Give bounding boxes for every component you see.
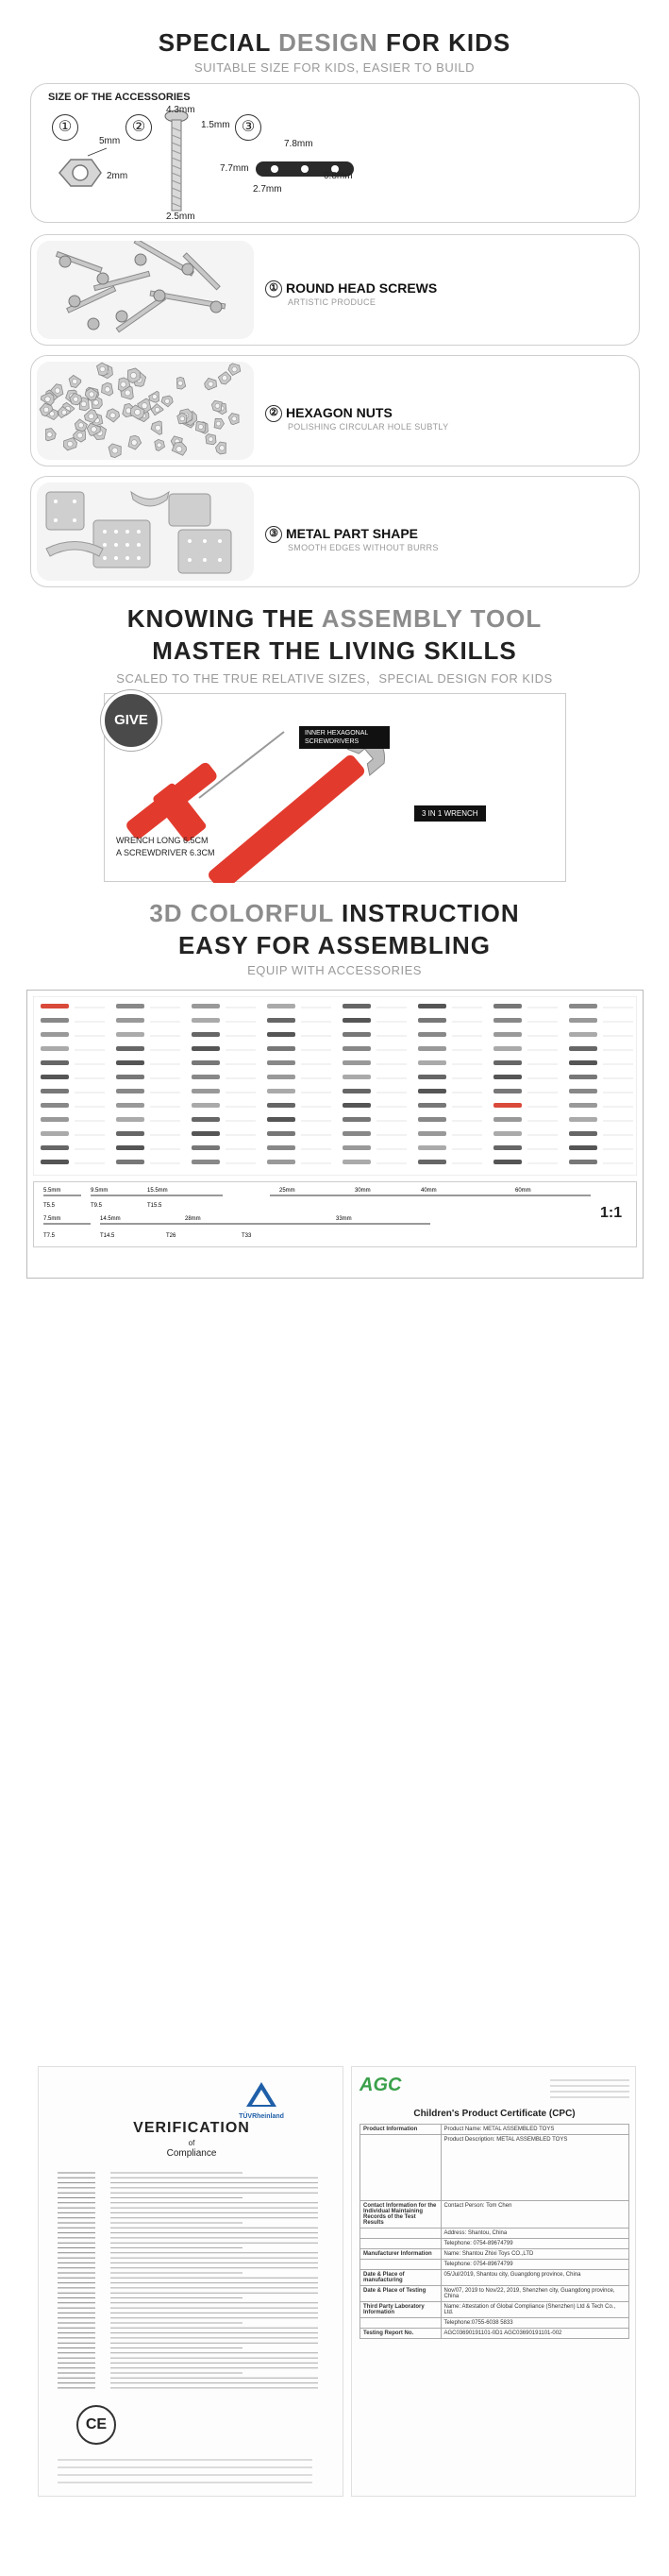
part-thumbnail [569,1089,597,1093]
part-thumbnail [267,1103,295,1108]
cpc-title: Children's Product Certificate (CPC) [413,2109,576,2119]
cpc-row-value: 05/Jul/2019, Shantou city, Guangdong province, China [441,2270,629,2286]
part-thumbnail [569,1004,597,1008]
cpc-row [360,2302,629,2318]
part-thumbnail [569,1046,597,1051]
nut-hole [198,424,203,429]
nut-hole [215,403,220,408]
scale-label: T15.5 [147,1203,162,1209]
cpc-row-value: Telephone:0755-6038 5833 [441,2318,629,2329]
part-thumbnail [116,1160,144,1164]
part-thumbnail [343,1060,371,1065]
part-thumbnail [569,1060,597,1065]
metal-parts-number: ③ [265,526,282,543]
scale-label: 30mm [355,1188,371,1194]
part-thumbnail [343,1103,371,1108]
part-thumbnail [116,1117,144,1122]
part-thumbnail [418,1004,446,1008]
section3-title-line1 [0,899,669,928]
scale-strip [33,1181,637,1247]
cpc-table-wrap [360,2124,629,2339]
scale-label: 33mm [336,1216,352,1222]
nut-hole [165,398,170,403]
part-thumbnail [41,1145,69,1150]
metal-parts-image [37,483,254,581]
cpc-table [360,2124,629,2339]
part-thumbnail [192,1160,220,1164]
cpc-row [360,2229,629,2239]
nut-hole [45,397,51,402]
section3-subtitle: EQUIP WITH ACCESSORIES [247,963,422,977]
scale-label: T7.5 [43,1233,56,1239]
cpc-row [360,2239,629,2249]
nut-hole [43,407,49,413]
cpc-certificate-doc [351,2066,636,2497]
title-part: FOR KIDS [377,28,511,57]
part-thumbnail [493,1060,522,1065]
screws-photo [37,241,254,339]
part-thumbnail [267,1018,295,1023]
nuts-label [265,405,448,432]
nut-hole [220,446,225,450]
part-thumbnail [493,1117,522,1122]
screw-shank-dim: 2.5mm [166,212,195,222]
part-thumbnail [493,1004,522,1008]
part-thumbnail [493,1160,522,1164]
screws-title: ROUND HEAD SCREWS [286,280,438,296]
metal-parts-card [30,476,640,587]
accessories-card [30,83,640,223]
scale-label: 7.5mm [43,1216,61,1222]
nut-hole [176,446,182,451]
nut-hole [67,441,73,447]
nuts-subtitle: POLISHING CIRCULAR HOLE SUBTLY [288,422,449,432]
part-thumbnail [418,1060,446,1065]
ce-mark: CE [76,2405,116,2445]
cpc-row-label: Date & Place of Testing [360,2286,442,2302]
section2-subtitle: SCALED TO THE TRUE RELATIVE SIZES，SPECIAL DESIGN FOR KIDS [116,671,553,686]
part-thumbnail [192,1046,220,1051]
part-thumbnail [267,1032,295,1037]
title-part: INSTRUCTION [333,899,520,927]
cpc-row-value: Contact Person: Tom Chen [441,2201,629,2229]
section1-subtitle: SUITABLE SIZE FOR KIDS, EASIER TO BUILD [194,60,475,75]
part-thumbnail [116,1032,144,1037]
nuts-number: ② [265,405,282,422]
nut-hole [155,425,160,431]
part-thumbnail [418,1160,446,1164]
screws-number: ① [265,280,282,297]
part-thumbnail [343,1089,371,1093]
instruction-sheet [26,990,644,1279]
screws-subtitle: ARTISTIC PRODUCE [288,297,376,308]
cpc-row-label: Contact Information for the Individual Maintaining Records of the Test Results [360,2201,442,2229]
metal-parts-subtitle: SMOOTH EDGES WITHOUT BURRS [288,543,439,553]
title-accent: ASSEMBLY TOOL [321,604,543,633]
part-thumbnail [493,1046,522,1051]
nut-hole [232,416,237,421]
plate-width-dim: 7.7mm [220,163,249,174]
section2-title-line2: MASTER THE LIVING SKILLS [152,636,517,665]
nut-hole [100,366,106,372]
verification-title: VERIFICATION [133,2120,250,2136]
cpc-row-label [360,2229,442,2239]
nut-hole [130,372,136,378]
verification-compliance: Compliance [166,2148,217,2159]
cpc-row-label [360,2260,442,2270]
nut-hole [125,390,130,396]
part-thumbnail [116,1004,144,1008]
scale-label: 15.5mm [147,1188,168,1194]
scale-label: 9.5mm [91,1188,109,1194]
accessory-number-1: ① [52,114,78,141]
nut-hole [47,432,52,436]
parts-grid [33,996,637,1176]
nut-hole [105,387,110,393]
part-thumbnail [569,1160,597,1164]
part-thumbnail [569,1131,597,1136]
metal-parts-photo [37,483,254,581]
cpc-row-value: Telephone: 0754-89674799 [441,2260,629,2270]
part-thumbnail [418,1089,446,1093]
part-thumbnail [116,1089,144,1093]
nuts-label-title [265,405,448,422]
cpc-row-label [360,2239,442,2249]
part-thumbnail [267,1046,295,1051]
nuts-card [30,355,640,466]
scale-label: T26 [166,1233,176,1239]
part-thumbnail [116,1145,144,1150]
cpc-row-label: Date & Place of manufacturing [360,2270,442,2286]
part-thumbnail [343,1160,371,1164]
screw-head-height-dim: 1.5mm [201,120,230,130]
cpc-row-label [360,2135,442,2201]
part-thumbnail [493,1075,522,1079]
part-thumbnail [267,1117,295,1122]
part-thumbnail [418,1131,446,1136]
title-accent: DESIGN [278,28,378,57]
part-thumbnail [192,1004,220,1008]
section3-title-line2: EASY FOR ASSEMBLING [177,931,492,959]
part-thumbnail [192,1018,220,1023]
metal-parts-label [265,526,439,552]
part-thumbnail [192,1103,220,1108]
part-thumbnail [192,1060,220,1065]
part-thumbnail [192,1145,220,1150]
part-thumbnail [493,1131,522,1136]
nut-hole [209,381,213,386]
accessory-number-2: ② [125,114,152,141]
part-thumbnail [41,1117,69,1122]
part-thumbnail [192,1089,220,1093]
cpc-row-label: Manufacturer Information [360,2249,442,2260]
tuv-triangle-icon [244,2080,278,2109]
cpc-row-value: AGC03690191101-0D1 AGC03690191101-002 [441,2329,629,2339]
nut-thickness-dim: 2mm [107,171,128,181]
nut-hole [152,395,157,399]
nut-hole [180,416,185,421]
nut-hole [157,443,161,448]
cpc-row-value: Address: Shantou, China [441,2229,629,2239]
part-thumbnail [343,1131,371,1136]
verification-body [58,2169,326,2396]
cpc-row [360,2201,629,2229]
scale-ruler [34,1182,638,1248]
nut-hole [142,403,147,409]
part-thumbnail [116,1046,144,1051]
nut-hole [209,437,213,442]
scale-label: 60mm [515,1188,531,1194]
nut-width-dim: 5mm [99,136,121,146]
cpc-row [360,2286,629,2302]
screws-label [265,280,437,307]
part-thumbnail [493,1032,522,1037]
cpc-row [360,2318,629,2329]
cpc-row [360,2270,629,2286]
part-thumbnail [267,1131,295,1136]
section2-title-line1 [0,604,669,634]
part-thumbnail [41,1004,69,1008]
nut-hole [232,367,237,372]
part-thumbnail [41,1018,69,1023]
scale-label: 14.5mm [100,1216,121,1222]
scale-ratio: 1:1 [600,1205,623,1221]
part-thumbnail [418,1075,446,1079]
part-thumbnail [493,1103,522,1108]
tuv-badge-text: TÜVRheinland [239,2113,284,2120]
cpc-row [360,2125,629,2135]
part-thumbnail [569,1075,597,1079]
part-thumbnail [493,1145,522,1150]
screw-head-dim: 4.3mm [166,105,195,115]
part-thumbnail [192,1075,220,1079]
part-thumbnail [569,1117,597,1122]
part-thumbnail [267,1075,295,1079]
scale-label: T5.5 [43,1203,56,1209]
part-thumbnail [116,1075,144,1079]
metal-parts-label-title [265,526,439,543]
nut-hole [216,421,221,426]
part-thumbnail [116,1018,144,1023]
part-thumbnail [192,1117,220,1122]
wrench-length-caption: WRENCH LONG 6.5CM [116,836,209,845]
scale-label: T14.5 [100,1233,115,1239]
part-thumbnail [267,1145,295,1150]
part-thumbnail [418,1046,446,1051]
part-thumbnail [192,1131,220,1136]
scale-label: 5.5mm [43,1188,61,1194]
screws-image [37,241,254,339]
scale-label: 28mm [185,1216,201,1222]
metal-parts-title: METAL PART SHAPE [286,526,419,541]
agc-address [550,2076,629,2101]
part-thumbnail [41,1131,69,1136]
cpc-row [360,2260,629,2270]
cpc-row [360,2135,629,2201]
part-thumbnail [493,1018,522,1023]
tuv-logo [233,2080,290,2120]
cpc-row-label [360,2318,442,2329]
part-thumbnail [343,1018,371,1023]
cpc-row-value: Product Name: METAL ASSEMBLED TOYS [441,2125,629,2135]
part-thumbnail [267,1060,295,1065]
nuts-image [37,362,254,460]
nut-hole [110,413,116,418]
part-thumbnail [418,1117,446,1122]
plate-thickness-dim: 0.8mm [324,171,353,181]
part-thumbnail [267,1160,295,1164]
part-thumbnail [343,1117,371,1122]
cpc-row-label: Testing Report No. [360,2329,442,2339]
cpc-row-label: Third Party Laboratory Information [360,2302,442,2318]
agc-logo: AGC [360,2075,402,2095]
nuts-photo [37,362,254,460]
part-thumbnail [343,1075,371,1079]
nut-hole [61,410,66,415]
part-thumbnail [343,1032,371,1037]
cpc-row-value: Product Description: METAL ASSEMBLED TOYS [441,2135,629,2201]
cpc-row-label: Product Information [360,2125,442,2135]
nut-hole [112,448,118,453]
nut-hole [81,401,87,407]
screwdriver-callout: INNER HEXAGONAL SCREWDRIVERS [299,726,390,749]
title-part: SPECIAL [158,28,279,57]
cpc-row-value: Name: Attestation of Global Compliance (Shenzhen) Ltd & Tech Co., Ltd. [441,2302,629,2318]
scale-label: 25mm [279,1188,295,1194]
title-accent: 3D COLORFUL [149,899,334,927]
nut-hole [121,381,126,387]
part-thumbnail [418,1103,446,1108]
nut-hole [131,440,137,446]
cpc-row-value: Name: Shantou Zhixi Toys CO.,LTD [441,2249,629,2260]
nut-hole [89,392,93,397]
part-thumbnail [41,1160,69,1164]
part-thumbnail [418,1032,446,1037]
part-thumbnail [192,1032,220,1037]
part-thumbnail [41,1046,69,1051]
nut-hole [77,432,83,438]
nut-hole [93,400,99,406]
part-thumbnail [116,1131,144,1136]
scale-label: T9.5 [91,1203,103,1209]
section1-title [0,28,669,58]
wrench-callout: 3 IN 1 WRENCH [414,805,486,822]
nuts-title: HEXAGON NUTS [286,405,393,420]
cpc-row-value: Telephone: 0754-89674799 [441,2239,629,2249]
part-thumbnail [41,1103,69,1108]
nut-hole [74,397,78,401]
nut-hole [55,388,60,394]
give-badge: GIVE [101,690,161,751]
nut-hole [73,379,77,383]
plate-hole-spacing-dim: 7.8mm [284,139,313,149]
cpc-row [360,2249,629,2260]
part-thumbnail [116,1103,144,1108]
part-thumbnail [343,1004,371,1008]
nut-hole [78,423,83,428]
screwdriver-length-caption: A SCREWDRIVER 6.3CM [116,848,215,857]
part-thumbnail [418,1145,446,1150]
accessories-heading: SIZE OF THE ACCESSORIES [48,92,191,103]
tools-panel [104,693,566,882]
part-thumbnail [116,1060,144,1065]
scale-label: T33 [242,1233,252,1239]
screw-icon [161,105,199,218]
plate-hole-dim: 2.7mm [253,184,282,195]
part-thumbnail [418,1018,446,1023]
nut-hole [155,407,159,412]
part-thumbnail [267,1004,295,1008]
verification-footer [58,2454,326,2488]
part-thumbnail [267,1089,295,1093]
screws-card [30,234,640,346]
verification-of: of [188,2139,195,2147]
nut-hole [178,381,183,385]
cpc-row-value: Nov/07, 2019 to Nov/22, 2019, Shenzhen city, Guangdong province, China [441,2286,629,2302]
part-thumbnail [493,1089,522,1093]
part-thumbnail [41,1032,69,1037]
scale-label: 40mm [421,1188,437,1194]
part-thumbnail [343,1046,371,1051]
part-thumbnail [41,1075,69,1079]
part-thumbnail [569,1145,597,1150]
part-thumbnail [41,1060,69,1065]
part-thumbnail [569,1103,597,1108]
nut-hole [89,414,94,419]
nut-hole [222,376,226,381]
title-part: KNOWING THE [126,604,322,633]
cpc-row [360,2329,629,2339]
tuv-verification-doc [38,2066,343,2497]
nut-hole [135,409,141,415]
nut-hole [91,427,96,432]
accessory-number-3: ③ [235,114,261,141]
part-thumbnail [569,1018,597,1023]
screws-label-title [265,280,437,297]
part-thumbnail [343,1145,371,1150]
part-thumbnail [569,1032,597,1037]
part-thumbnail [41,1089,69,1093]
